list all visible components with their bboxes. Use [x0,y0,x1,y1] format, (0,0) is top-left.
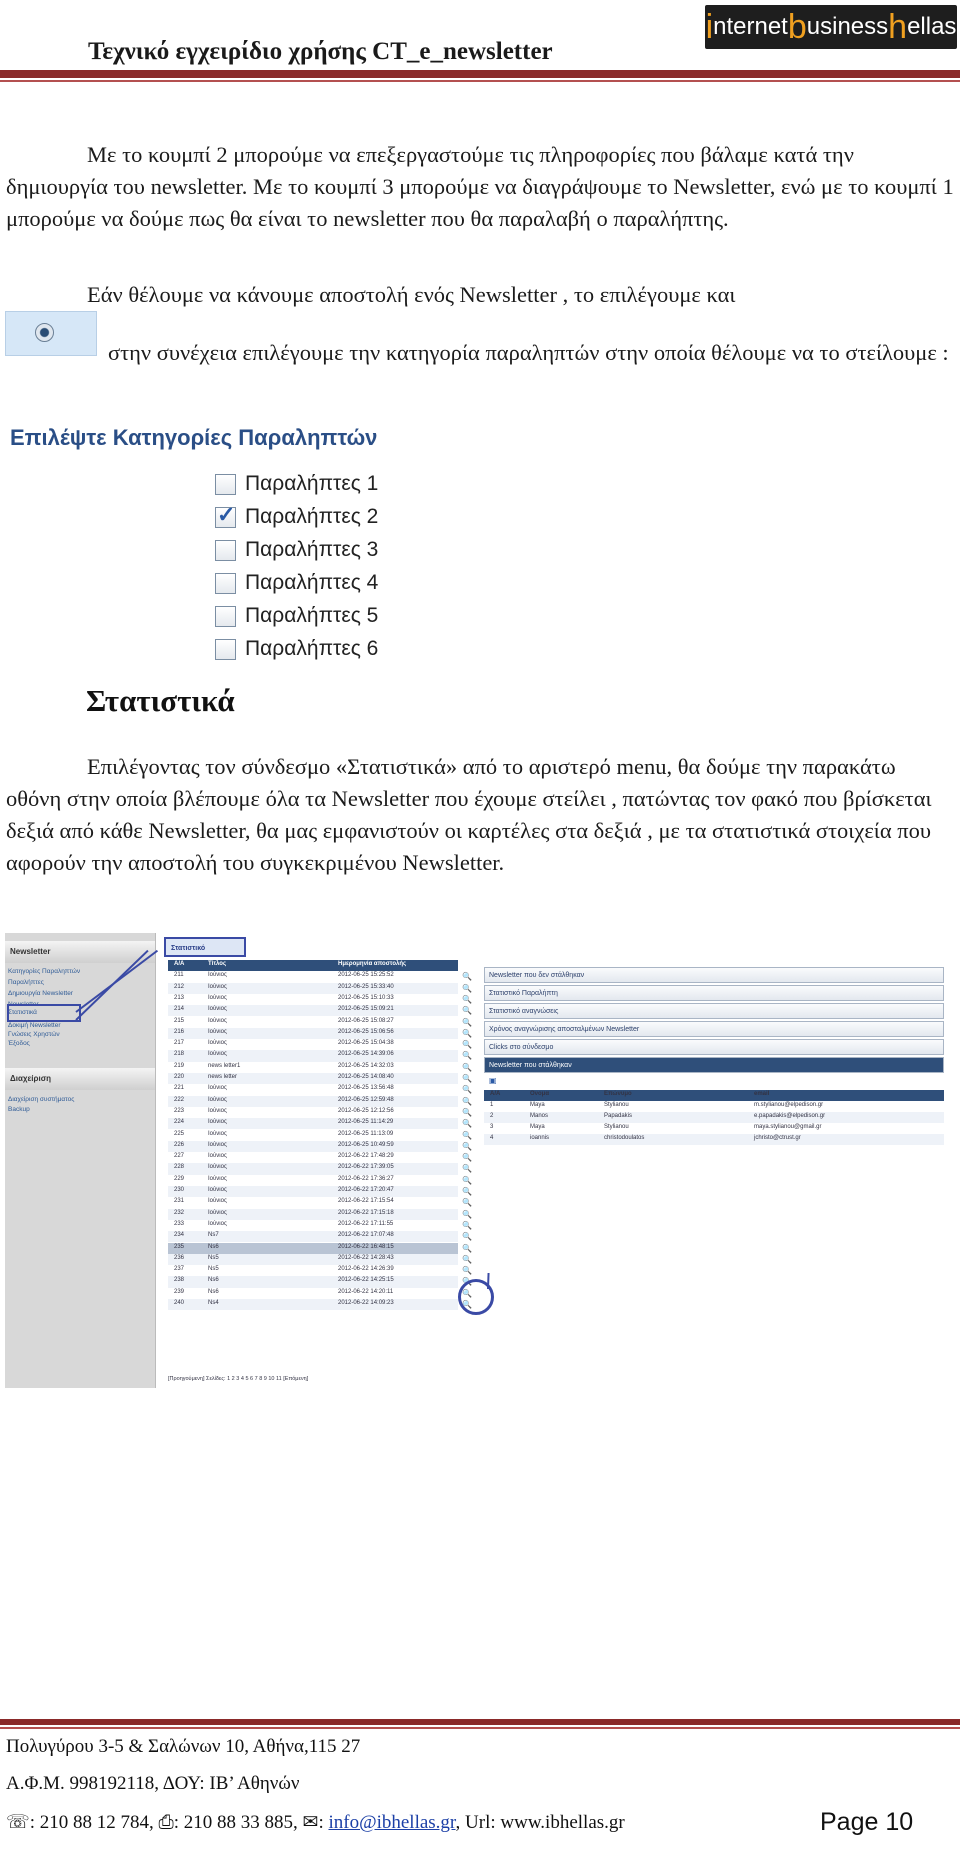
phone-icon: ☏ [6,1812,30,1833]
email-link[interactable]: info@ibhellas.gr [328,1812,456,1833]
magnifier-icon[interactable]: 🔍 [462,1243,472,1253]
table-row[interactable]: 232 Ιούνιος 2012-06-22 17:15:18 🔍 [168,1209,458,1220]
sidebar-item[interactable]: Newsletter [8,1001,39,1008]
table-row[interactable]: 215 Ιούνιος 2012-06-25 15:08:27 🔍 [174,1017,472,1027]
table-row[interactable]: 223 Ιούνιος 2012-06-25 12:12:56 🔍 [174,1107,472,1117]
table-row[interactable]: 217 Ιούνιος 2012-06-25 15:04:38 🔍 [174,1040,472,1050]
document-title: Τεχνικό εγχειρίδιο χρήσης CT_e_newsletter [88,38,553,65]
table-row[interactable]: 226 Ιούνιος 2012-06-25 10:49:59 🔍 [168,1141,458,1152]
recipient-row[interactable]: 3 Maya Stylianou maya.stylianou@gmail.gr [490,1124,822,1130]
table-row[interactable]: 233 Ιούνιος 2012-06-22 17:11:55 🔍 [174,1220,472,1230]
categories-title: Επιλέψτε Κατηγορίες Παραληπτών [10,425,378,450]
table-row[interactable]: 240 Ns4 2012-06-22 14:09:23 🔍 [168,1299,458,1310]
sidebar-item[interactable]: Γνώσεις Χρηστών [8,1031,60,1038]
checkbox-icon[interactable] [215,639,236,660]
magnifier-icon[interactable]: 🔍 [462,1107,472,1117]
footer-rule [0,1719,960,1725]
table-row[interactable]: 225 Ιούνιος 2012-06-25 11:13:09 🔍 [174,1130,472,1140]
mail-icon: ✉ [302,1812,319,1833]
table-row[interactable]: 228 Ιούνιος 2012-06-22 17:39:05 🔍 [168,1163,458,1174]
magnifier-icon[interactable]: 🔍 [462,1153,472,1163]
header-rule-thin [0,80,960,82]
sidebar-item[interactable]: Backup [8,1106,30,1113]
table-row[interactable]: 222 Ιούνιος 2012-06-25 12:59:48 🔍 [168,1096,458,1107]
magnifier-icon[interactable]: 🔍 [462,1187,472,1196]
table-row[interactable]: 227 Ιούνιος 2012-06-22 17:48:29 🔍 [174,1153,472,1163]
statistics-highlight [7,1004,81,1022]
category-item[interactable]: ✓ Παραλήπτες 2 [215,502,395,532]
page-number: Page 10 [820,1808,914,1836]
checkbox-icon[interactable] [215,474,236,495]
header-rule [0,70,960,78]
magnifier-icon[interactable]: 🔍 [462,1164,472,1174]
magnifier-icon[interactable]: 🔍 [462,1040,472,1050]
category-item[interactable]: Παραλήπτες 1 [215,469,395,499]
magnifier-icon[interactable]: 🔍 [462,1198,472,1208]
magnifier-icon[interactable]: 🔍 [462,1288,472,1298]
table-row[interactable]: 234 Ns7 2012-06-22 17:07:48 🔍 [168,1231,458,1242]
magnifier-icon[interactable]: 🔍 [462,1006,472,1016]
small-icon[interactable]: ▣ [489,1076,497,1085]
statistics-tab-label[interactable]: Στατιστικό [164,937,246,957]
magnifier-highlight-circle [458,1279,494,1315]
table-row[interactable]: 221 Ιούνιος 2012-06-25 13:56:48 🔍 [174,1085,472,1095]
stats-tab[interactable]: Newsletter που δεν στάλθηκαν [484,967,944,983]
table-row[interactable]: 211 Ιούνιος 2012-06-25 15:25:52 🔍 [174,972,472,982]
sidebar-item[interactable]: Έξοδος [8,1040,30,1047]
magnifier-icon[interactable]: 🔍 [462,1220,472,1230]
magnifier-icon[interactable]: 🔍 [462,1085,472,1095]
category-item[interactable]: Παραλήπτες 3 [215,535,395,565]
stats-tab[interactable]: Στατιστικό Παραλήπτη [484,985,944,1001]
category-item[interactable]: Παραλήπτες 5 [215,601,395,631]
footer-tax-id: Α.Φ.Μ. 998192118, ΔΟΥ: ΙΒ’ Αθηνών [6,1773,300,1794]
paragraph-send-intro: Εάν θέλουμε να κάνουμε αποστολή ενός Newsletter , το επιλέγουμε και [87,282,736,307]
checkbox-icon[interactable] [215,606,236,627]
app-sidebar [5,933,156,1388]
paragraph-send-category: στην συνέχεια επιλέγουμε την κατηγορία παραληπτών στην οποία θέλουμε να το στείλουμε : [108,340,949,365]
magnifier-icon[interactable]: 🔍 [462,1051,472,1061]
magnifier-icon[interactable]: 🔍 [462,1141,472,1151]
table-row[interactable]: 218 Ιούνιος 2012-06-25 14:39:06 🔍 [168,1050,458,1061]
sidebar-item-statistics[interactable]: Στατιστικά [8,1009,37,1016]
table-row[interactable]: 229 Ιούνιος 2012-06-22 17:36:27 🔍 [174,1175,472,1185]
footer-address: Πολυγύρου 3-5 & Σαλώνων 10, Αθήνα,115 27 [6,1736,361,1757]
recipient-row[interactable]: 2 Manos Papadakis e.papadakis@elpedison.gr [484,1112,944,1123]
magnifier-icon[interactable]: 🔍 [462,983,472,993]
magnifier-icon[interactable]: 🔍 [462,1119,472,1129]
table-row[interactable]: 237 Ns5 2012-06-22 14:26:39 🔍 [174,1266,472,1276]
checkbox-checked-icon[interactable] [215,507,236,528]
magnifier-icon[interactable]: 🔍 [462,1017,472,1027]
table-row[interactable]: 216 Ιούνιος 2012-06-25 15:06:56 🔍 [168,1028,458,1039]
checkbox-icon[interactable] [215,573,236,594]
table-row[interactable]: 231 Ιούνιος 2012-06-22 17:15:54 🔍 [174,1198,472,1208]
magnifier-icon[interactable]: 🔍 [462,1254,472,1264]
table-row[interactable]: 212 Ιούνιος 2012-06-25 15:33:40 🔍 [168,983,458,994]
table-row[interactable]: 238 Ns6 2012-06-22 14:25:15 🔍 [168,1276,458,1287]
magnifier-icon[interactable]: 🔍 [462,1074,472,1083]
table-row[interactable]: 213 Ιούνιος 2012-06-25 15:10:33 🔍 [174,994,472,1004]
category-item[interactable]: Παραλήπτες 6 [215,634,395,664]
table-row[interactable]: 214 Ιούνιος 2012-06-25 15:09:21 🔍 [168,1005,458,1016]
magnifier-icon[interactable]: 🔍 [462,1096,472,1106]
sidebar-item[interactable]: Παραλήπτες [8,979,44,986]
sidebar-head-newsletter: Newsletter [5,941,155,963]
magnifier-icon[interactable]: 🔍 [462,1062,472,1072]
table-header-row: A/A Τίτλος Ημερομηνία αποστολής [168,960,458,971]
stats-tab[interactable]: Χρόνος αναγνώρισης αποσταλμένων Newsletter [484,1021,944,1037]
pagination[interactable]: [Προηγούμενη] Σελίδες: 1 2 3 4 5 6 7 8 9 10 11 [Επόμενη] [168,1376,309,1382]
recipient-row[interactable]: 4 ioannis christodoulatos jchristo@ctrust.gr [484,1134,944,1145]
magnifier-icon[interactable]: 🔍 [462,1277,472,1287]
paragraph-statistics: Επιλέγοντας τον σύνδεσμο «Στατιστικά» από το αριστερό menu, θα δούμε την παρακάτω οθόνη στην οποία βλέπουμε όλα τα Newsletter που έχουμε στείλει , πατώντας τον φακό που βρίσκεται δεξιά από κάθε Newsletter, θα μας εμφανιστούν οι καρτέλες στα δεξιά , με τα στατιστικά στοιχεία που αφορούν την αποστολή του συγκεκριμένου Newsletter. [6,754,932,875]
recipient-row[interactable]: 1 Maya Stylianou m.stylianou@elpedison.gr [490,1102,824,1108]
magnifier-icon[interactable]: 🔍 [462,1232,472,1242]
footer-rule-thin [0,1727,960,1729]
sidebar-item[interactable]: Διαχείριση συστήματος [8,1096,75,1103]
paragraph-buttons: Με το κουμπί 2 μπορούμε να επεξεργαστούμε τις πληροφορίες που βάλαμε κατά την δημιουργία του newsletter. Με το κουμπί 3 μπορούμε να διαγράψουμε το Newsletter, ενώ με το κουμπί 1 μπορούμε να δούμε πως θα είναι το newsletter που θα παραλαβή ο παραλήπτης. [6,142,954,231]
statistics-heading: Στατιστικά [86,683,235,718]
magnifier-icon[interactable]: 🔍 [462,1266,472,1276]
stats-tab[interactable]: Clicks στο σύνδεσμο [484,1039,944,1055]
table-row[interactable]: 236 Ns5 2012-06-22 14:28:43 🔍 [168,1254,458,1265]
magnifier-icon[interactable]: 🔍 [462,1028,472,1038]
magnifier-icon[interactable]: 🔍 [462,972,472,982]
table-row[interactable]: 230 Ιούνιος 2012-06-22 17:20:47 🔍 [168,1186,458,1197]
sidebar-item[interactable]: Δημιουργία Newsletter [8,990,73,997]
table-row[interactable]: 239 Ns6 2012-06-22 14:20:11 🔍 [174,1288,472,1298]
recipients-header-row: A/A Ονομα Επώνυμο email [484,1090,944,1101]
magnifier-icon[interactable]: 🔍 [462,1130,472,1140]
sidebar-item[interactable]: Δοκιμή Newsletter [8,1022,61,1029]
table-row[interactable]: 220 news letter 2012-06-25 14:08:40 🔍 [168,1073,458,1084]
checkbox-icon[interactable] [215,540,236,561]
table-row[interactable]: 224 Ιούνιος 2012-06-25 11:14:29 🔍 [168,1118,458,1129]
category-item[interactable]: Παραλήπτες 4 [215,568,395,598]
magnifier-icon[interactable]: 🔍 [462,1300,472,1309]
company-logo: i nternet b usiness h ellas [705,5,957,49]
stats-tab[interactable]: Στατιστικό αναγνώσεις [484,1003,944,1019]
sidebar-head-admin: Διαχείριση [5,1068,155,1090]
magnifier-icon[interactable]: 🔍 [462,1209,472,1219]
magnifier-icon[interactable]: 🔍 [462,994,472,1004]
stats-tab[interactable]: Newsletter που στάλθηκαν [484,1057,944,1073]
table-row[interactable]: 219 news letter1 2012-06-25 14:32:03 🔍 [174,1062,472,1072]
sidebar-item[interactable]: Κατηγορίες Παραληπτών [8,968,81,975]
magnifier-icon[interactable]: 🔍 [462,1175,472,1185]
footer-contact: ☏: 210 88 12 784, ⎙: 210 88 33 885, ✉: info@ibhellas.gr, Url: www.ibhellas.gr [6,1812,625,1833]
table-row[interactable]: 235 Ns6 2012-06-22 16:48:15 🔍 [168,1243,458,1254]
fax-icon: ⎙ [158,1812,174,1833]
